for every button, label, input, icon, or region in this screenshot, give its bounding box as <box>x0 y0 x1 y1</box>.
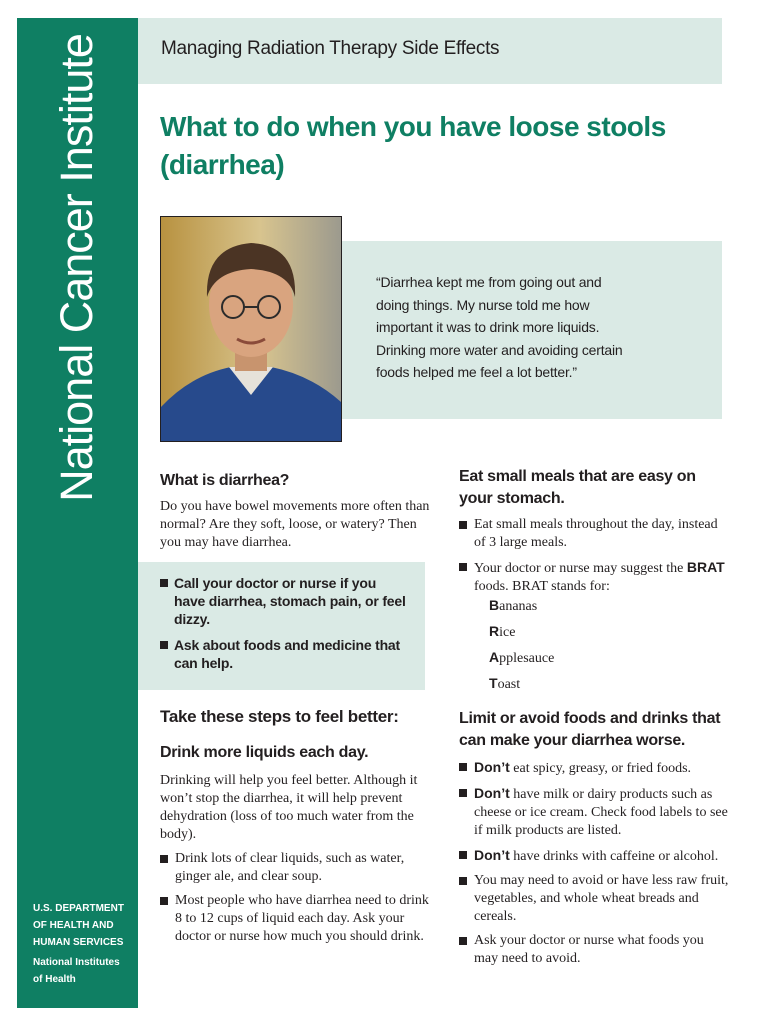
agency-line: HUMAN SERVICES <box>33 937 124 948</box>
agency-line: OF HEALTH AND <box>33 920 114 931</box>
right-column <box>459 466 729 974</box>
bullet-square-icon <box>459 763 467 771</box>
bullet-square-icon <box>459 851 467 859</box>
liquids-heading: Drink more liquids each day. <box>160 744 369 761</box>
list-item: Eat small meals throughout the day, instead of 3 large meals. <box>459 516 729 552</box>
liquids-list <box>160 850 430 946</box>
bullet-square-icon <box>459 789 467 797</box>
list-item: Don’t have drinks with caffeine or alcohol. <box>459 846 729 866</box>
bullet-square-icon <box>459 563 467 571</box>
list-item: Drink lots of clear liquids, such as water, ginger ale, and clear soup. <box>160 850 430 886</box>
callout-item: Call your doctor or nurse if you have diarrhea, stomach pain, or feel dizzy. <box>160 574 410 628</box>
what-is-diarrhea-heading: What is diarrhea? <box>160 472 290 489</box>
patient-photo <box>160 216 342 442</box>
brat-item: Applesauce <box>489 649 555 666</box>
bullet-square-icon <box>160 897 168 905</box>
agency-line: U.S. DEPARTMENT <box>33 903 124 914</box>
sidebar <box>17 18 138 1008</box>
patient-quote-box <box>342 241 722 419</box>
title-line: What to do when you have loose stools <box>160 111 666 142</box>
bullet-square-icon <box>459 877 467 885</box>
nih-line: National Institutes <box>33 957 120 968</box>
page-title <box>160 108 720 184</box>
left-column <box>160 466 430 552</box>
brat-item: Rice <box>489 623 516 640</box>
limit-foods-heading: Limit or avoid foods and drinks that can make your diarrhea worse. <box>459 710 721 749</box>
quote-line: “Diarrhea kept me from going out and <box>376 274 602 290</box>
call-doctor-callout <box>138 562 425 690</box>
quote-line: foods helped me feel a lot better.” <box>376 364 577 380</box>
org-name-vertical: National Cancer Institute <box>51 34 102 502</box>
title-line: (diarrhea) <box>160 149 285 180</box>
brat-item: Toast <box>489 675 521 692</box>
list-item: You may need to avoid or have less raw fruit, vegetables, and whole wheat breads and cereals. <box>459 872 729 926</box>
nih-line: of Health <box>33 974 76 985</box>
header-band <box>138 18 722 84</box>
bullet-square-icon <box>459 937 467 945</box>
series-title: Managing Radiation Therapy Side Effects <box>161 38 500 59</box>
avoid-list <box>459 758 729 968</box>
quote-line: Drinking more water and avoiding certain <box>376 341 623 358</box>
bullet-square-icon <box>459 521 467 529</box>
bullet-square-icon <box>160 641 168 649</box>
list-item: Your doctor or nurse may suggest the BRAT foods. BRAT stands for: Bananas Rice Applesauce Toast <box>459 558 729 694</box>
patient-portrait-image <box>161 217 341 441</box>
steps-section <box>160 706 430 952</box>
what-is-diarrhea-text: Do you have bowel movements more often than normal? Are they soft, loose, or watery? Then you may have diarrhea. <box>160 499 430 550</box>
steps-heading: Take these steps to feel better: <box>160 707 399 726</box>
list-item: Don’t eat spicy, greasy, or fried foods. <box>459 758 729 778</box>
list-item: Most people who have diarrhea need to drink 8 to 12 cups of liquid each day. Ask your doctor or nurse how much you should drink. <box>160 892 430 946</box>
quote-line: doing things. My nurse told me how <box>376 296 590 313</box>
list-item: Don’t have milk or dairy products such as cheese or ice cream. Check food labels to see if milk products are listed. <box>459 784 729 840</box>
brat-item: Bananas <box>489 597 538 614</box>
small-meals-heading: Eat small meals that are easy on your stomach. <box>459 468 696 507</box>
patient-quote <box>376 271 676 384</box>
meals-list <box>459 516 729 694</box>
bullet-square-icon <box>160 579 168 587</box>
list-item: Ask your doctor or nurse what foods you may need to avoid. <box>459 932 729 968</box>
brat-list <box>474 596 729 694</box>
quote-line: important it was to drink more liquids. <box>376 319 600 335</box>
agency-credit <box>33 900 138 988</box>
liquids-text: Drinking will help you feel better. Although it won’t stop the diarrhea, it will help prevent dehydration (loss of too much water from the body). <box>160 773 418 842</box>
callout-item: Ask about foods and medicine that can help. <box>160 636 410 672</box>
bullet-square-icon <box>160 855 168 863</box>
